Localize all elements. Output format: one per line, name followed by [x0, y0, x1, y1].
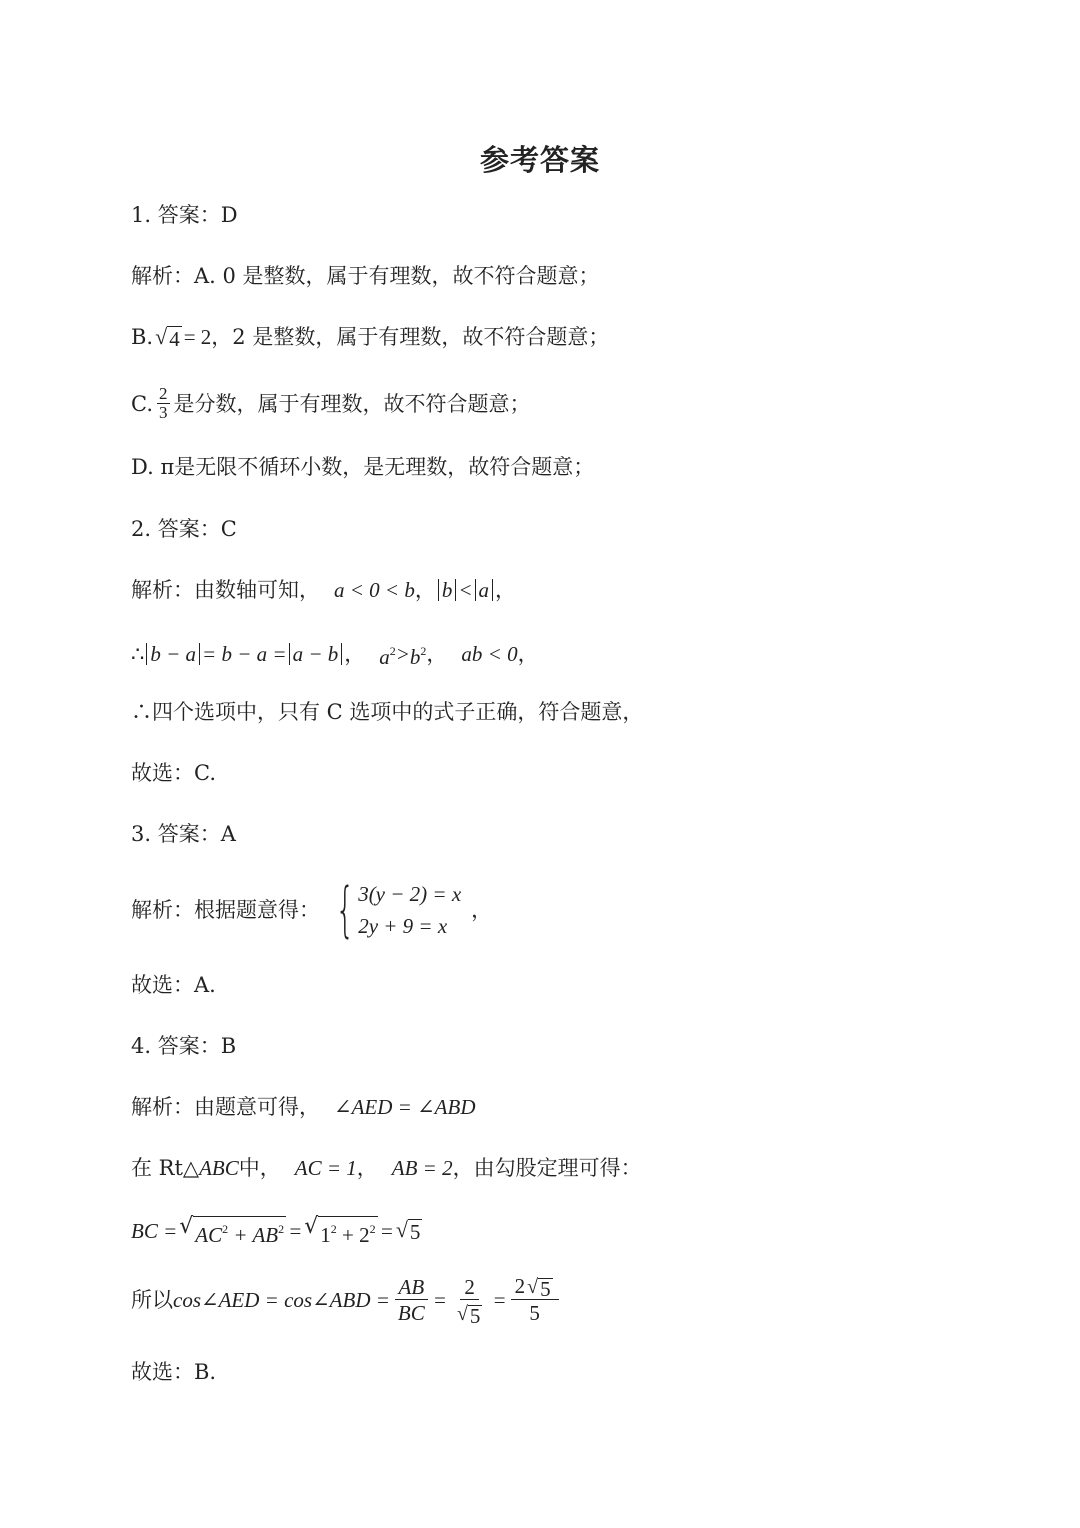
q1-c-text: 是分数，属于有理数，故不符合题意； [173, 391, 531, 416]
q3-conclusion: 故选：A. [131, 973, 216, 997]
q4-cos-prefix: 所以 [131, 1288, 173, 1312]
q3-equation-2: 2y + 9 = x [358, 914, 448, 938]
q2-abs-a-minus-b: a − b [289, 643, 343, 665]
brace-icon: { [335, 875, 355, 945]
therefore-icon: ∴ [131, 642, 145, 666]
q1-c-numerator: 2 [159, 384, 168, 403]
radical-sign-icon: √ [304, 1214, 319, 1239]
q3-end: ， [471, 898, 493, 922]
q1-answer: 1. 答案：D [131, 203, 238, 227]
q4-cos-fraction-3: 2 √ 5 5 [511, 1274, 559, 1326]
q2-analysis-prefix: 解析：由数轴可知， [131, 578, 320, 602]
q2-ab-product: ab < 0 [461, 642, 518, 666]
q4-bc-sqrt-2: √ $1^2 + 2^2$ [304, 1214, 376, 1247]
q2-conclusion: 故选：C. [131, 761, 216, 785]
q2-abs-b-minus-a: b − a [146, 643, 200, 665]
q4-right-triangle [131, 1153, 642, 1183]
q4-cos-fraction-2: 2 √ 5 [456, 1274, 481, 1328]
q1-b-radicand: 4 [169, 326, 180, 351]
q4-ac: AC = 1 [294, 1156, 357, 1180]
q3-answer: 3. 答案：A [131, 822, 236, 846]
q1-c-prefix: C. [131, 391, 153, 416]
q2-abs-b: b [438, 579, 457, 601]
q4-ab: AB = 2 [391, 1156, 453, 1180]
q2-derivation [131, 636, 539, 672]
q2-end2: ， [517, 642, 539, 666]
q2-answer: 2. 答案：C [131, 517, 237, 541]
q4-cos-expr: cos∠AED = cos∠ABD = [173, 1288, 390, 1312]
q1-b-text: ，2 是整数，属于有理数，故不符合题意； [211, 325, 610, 349]
q2-end1: ， [495, 578, 517, 602]
radical-sign-icon: √ [527, 1276, 539, 1298]
q4-bc-sqrt-1: √ $AC^2 + AB^2$ [179, 1214, 285, 1247]
q4-rt-mid: 中， [238, 1156, 281, 1180]
q4-rt-end: ，由勾股定理可得： [452, 1156, 642, 1180]
q4-rt-prefix: 在 Rt△ [131, 1156, 200, 1180]
q2-sep2: ， [344, 642, 366, 666]
q2-inequality: a < 0 < b [334, 578, 415, 602]
q4-rt-sep: ， [356, 1156, 378, 1180]
q1-analysis: 解析：A. 0 是整数，属于有理数，故不符合题意； [131, 264, 600, 288]
q1-b-prefix: B. [131, 325, 154, 349]
radical-sign-icon: √ [179, 1214, 194, 1239]
q4-answer: 4. 答案：B [131, 1034, 237, 1058]
q1-c-denominator: 3 [159, 403, 168, 422]
radical-sign-icon: √ [155, 323, 168, 349]
q2-analysis [131, 575, 516, 605]
q4-conclusion: 故选：B. [131, 1360, 217, 1384]
q1-option-d: D. π是无限不循环小数，是无理数，故符合题意； [131, 455, 595, 479]
q4-angle-equation: ∠AED = ∠ABD [334, 1095, 476, 1119]
q3-equation-1: 3(y − 2) = x [358, 882, 462, 906]
q1-c-fraction [157, 385, 170, 422]
q2-sep1: ， [414, 578, 436, 602]
q1-option-b [131, 322, 609, 352]
q2-gt: > [395, 642, 410, 666]
q4-bc-lhs: BC = [131, 1218, 178, 1243]
q2-lt: < [458, 578, 473, 602]
q1-option-c [131, 385, 531, 422]
q4-bc-sqrt-3: √ 5 [395, 1217, 421, 1244]
q2-sep3: ， [426, 642, 448, 666]
q3-analysis-prefix: 解析：根据题意得： [131, 898, 320, 922]
q2-line3: ∴四个选项中，只有 C 选项中的式子正确，符合题意， [131, 700, 644, 724]
q1-b-sqrt [155, 324, 182, 351]
q2-eq-mid: = b − a = [202, 642, 287, 666]
q4-analysis [131, 1092, 476, 1122]
q4-analysis-prefix: 解析：由题意可得， [131, 1095, 320, 1119]
q2-abs-a: a [475, 579, 494, 601]
q4-bc-formula: BC = √ $AC^2 + AB^2$ = √ $1^2 + 2^2$ = √ 5 [131, 1214, 421, 1247]
q3-equation-system [326, 875, 462, 945]
q4-cos-formula: 所以 cos∠AED = cos∠ABD = $\frac{AB}{BC}$ = 2 √ 5 = 2 √ 5 5 [131, 1270, 563, 1330]
q2-b-squared: $b^2$ [409, 644, 427, 669]
q4-cos-fraction-1: $\frac{AB}{BC}$ [394, 1275, 429, 1326]
q1-b-eq: = 2 [183, 325, 212, 349]
q3-analysis [131, 875, 493, 945]
radical-sign-icon: √ [456, 1302, 468, 1325]
page-title: 参考答案 [479, 143, 600, 177]
q4-rt-triangle: ABC [199, 1156, 239, 1180]
radical-sign-icon: √ [395, 1217, 408, 1242]
q2-a-squared: $a^2$ [379, 644, 396, 669]
